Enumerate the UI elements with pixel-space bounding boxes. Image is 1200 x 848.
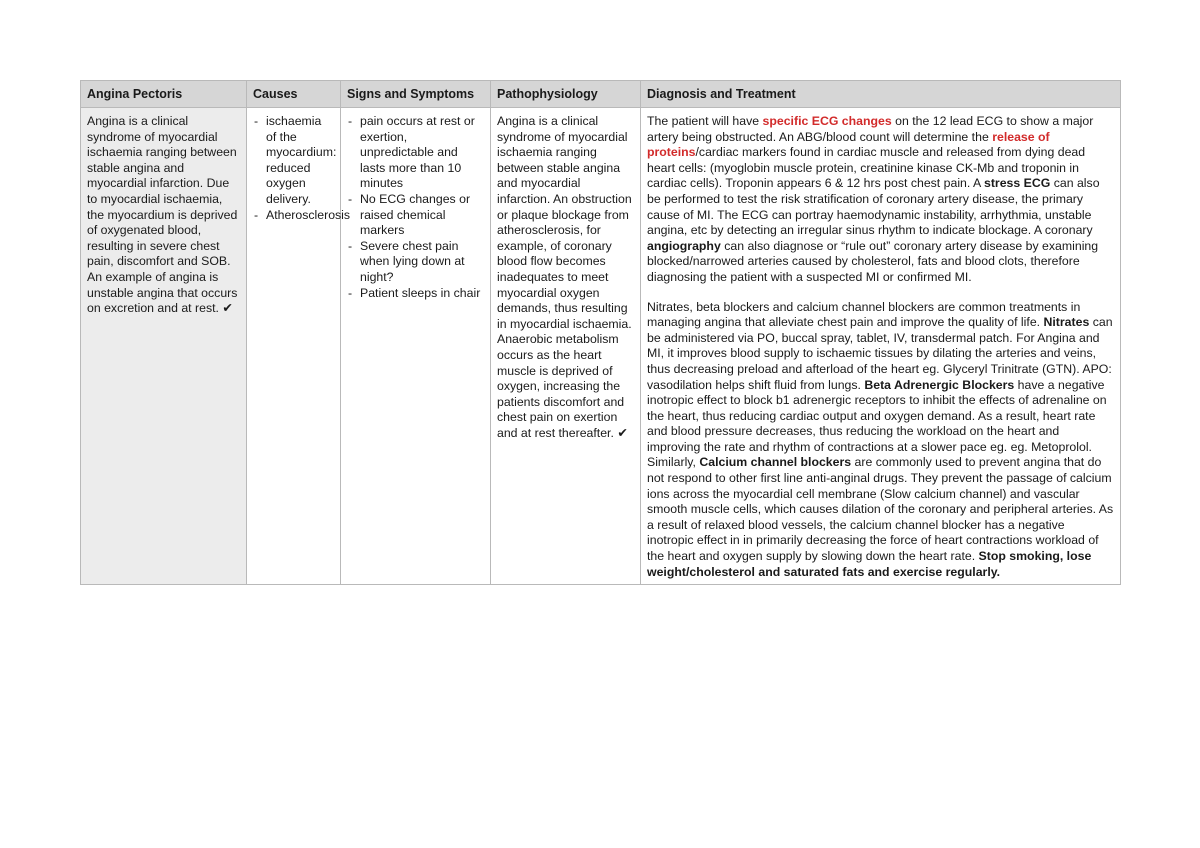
pathophysiology-cell xyxy=(491,108,641,585)
text-run: on the 12 lead ECG to show a major artery being obstructed. An ABG/blood count will determine the xyxy=(647,114,1094,144)
signs-list xyxy=(347,114,484,301)
signs-cell xyxy=(341,108,491,585)
check-mark: ✔ xyxy=(617,425,628,440)
header-diagnosis-and-treatment: Diagnosis and Treatment xyxy=(641,81,1121,108)
text-run: have a negative inotropic effect to block b1 adrenergic receptors to inhibit the effects of adrenaline on the heart, thus reducing cardiac output and oxygen demand. As a result, heart rate and blood pressure decreases, thus reducing the workload on the heart and improving the rate and rhythm of contractions at a slower pace eg. eg. Metoprolol. Similarly, xyxy=(647,377,1107,470)
text-run: can be administered via PO, buccal spray, tablet, IV, transdermal patch. For Angina and MI, it improves blood supply to ischaemic tissues by dilating the arteries and veins, thus decreasing preload and afterload of the heart eg. Glyceryl Trinitrate (GTN). APO: vasodilation helps shift fluid from lungs. xyxy=(647,315,1113,392)
bold-text: Beta Adrenergic Blockers xyxy=(864,377,1015,392)
bold-text: Stop smoking, lose weight/cholesterol and saturated fats and exercise regularly. xyxy=(647,549,1092,579)
highlighted-text: specific ECG changes xyxy=(762,114,892,128)
check-mark: ✔ xyxy=(222,301,233,316)
angina-definition-text: Angina is a clinical syndrome of myocardial ischaemia ranging between stable angina and myocardial infarction. Due to myocardial ischaemia, the myocardium is deprived of oxygenated blood, resulting in severe chest pain, discomfort and SOB. An example of angina is unstable angina that occurs on excretion and at rest. xyxy=(87,114,238,316)
header-pathophysiology: Pathophysiology xyxy=(491,81,641,108)
text-run: /cardiac markers found in cardiac muscle and released from dying dead heart cells: (myoglobin muscle protein, creatinine kinase CK-Mb and troponin in cardiac cells). Troponin appears 6 & 12 hrs post chest pain. A xyxy=(647,145,1086,191)
angina-table xyxy=(80,80,1121,585)
list-item: - Patient sleeps in chair xyxy=(347,286,484,302)
text-run: can also diagnose or “rule out” coronary artery disease by examining blocked/narrowed arteries caused by cholesterol, fats and blood clots, therefore diagnosing the patient with a suspected MI or confirmed MI. xyxy=(647,238,1099,284)
pathophysiology-text: Angina is a clinical syndrome of myocardial ischaemia ranging between stable angina and myocardial infarction. An obstruction or plaque blockage from atherosclerosis, for example, of coronary blood flow becomes inadequates to meet myocardial oxygen demands, thus resulting in myocardial ischaemia. Anaerobic metabolism occurs as the heart muscle is deprived of oxygen, increasing the patients discomfort and chest pain on exertion and at rest thereafter. xyxy=(497,114,632,440)
bold-text: stress ECG xyxy=(984,176,1051,191)
diagnosis-paragraph xyxy=(647,114,1114,286)
text-run: Nitrates, beta blockers and calcium channel blockers are common treatments in managing angina that alleviate chest pain and improve the quality of life. xyxy=(647,299,1081,330)
diagnosis-cell xyxy=(641,108,1121,585)
list-item: - No ECG changes or raised chemical markers xyxy=(347,192,484,239)
causes-list xyxy=(253,114,351,223)
bold-text: angiography xyxy=(647,238,721,253)
text-run: can also be performed to test the risk stratification of coronary artery disease, the primary cause of MI. The ECG can portray haemodynamic instability, arrhythmia, unstable angina, etc by detecting an irregular sinus rhythm to indicate blockage. A coronary xyxy=(647,176,1100,238)
bold-text: Nitrates xyxy=(1043,315,1090,330)
header-angina-pectoris: Angina Pectoris xyxy=(81,81,247,108)
highlighted-text: release of proteins xyxy=(647,129,1050,160)
angina-definition-cell xyxy=(81,108,247,585)
bold-text: Calcium channel blockers xyxy=(699,455,852,470)
header-signs-and-symptoms: Signs and Symptoms xyxy=(341,81,491,108)
header-causes: Causes xyxy=(247,81,341,108)
list-item: - ischaemia of the myocardium: reduced oxygen delivery. xyxy=(253,114,334,208)
treatment-paragraph xyxy=(647,300,1114,581)
causes-cell xyxy=(247,108,351,585)
header-row xyxy=(81,81,1121,108)
text-run: The patient will have xyxy=(647,114,763,128)
text-run: are commonly used to prevent angina that do not respond to other first line anti-anginal drugs. They prevent the passage of calcium ions across the myocardial cell membrane (Slow calcium channel) and vascular smooth muscle cells, which causes dilation of the coronary and peripheral arteries. As a result of relaxed blood vessels, the calcium channel blocker has a negative inotropic effect in in primarily decreasing the force of heart contractions workload of the heart and oxygen supply by slowing down the heart rate. xyxy=(647,455,1114,564)
list-item: - pain occurs at rest or exertion, unpredictable and lasts more than 10 minutes xyxy=(347,114,484,192)
list-item: - Severe chest pain when lying down at night? xyxy=(347,239,484,286)
list-item: - Atherosclerosis xyxy=(253,208,334,224)
table-row xyxy=(81,108,1121,585)
